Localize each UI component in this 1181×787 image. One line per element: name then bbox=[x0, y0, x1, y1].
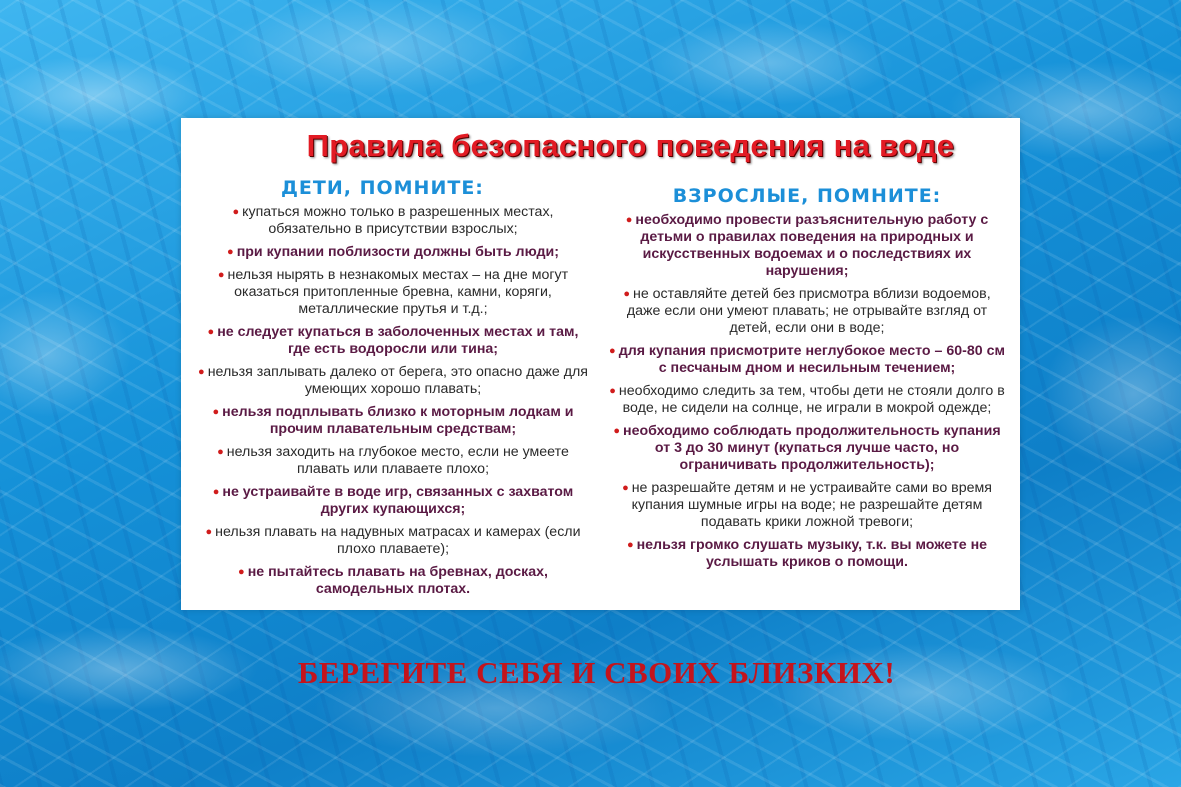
children-rule: ● нельзя подплывать близко к моторным лодкам и прочим плавательным средствам; bbox=[212, 404, 574, 437]
adults-rule: ● необходимо следить за тем, чтобы дети не стояли долго в воде, не сидели на солнце, не играли в мокрой одежде; bbox=[609, 383, 1005, 416]
bullet-icon: ● bbox=[217, 446, 224, 458]
bullet-icon: ● bbox=[609, 345, 616, 357]
bullet-icon: ● bbox=[198, 366, 205, 378]
children-rule: ● не следует купаться в заболоченных местах и там, где есть водоросли или тина; bbox=[207, 324, 579, 357]
children-column bbox=[195, 176, 591, 604]
bullet-icon: ● bbox=[238, 566, 245, 578]
children-rule: ● нельзя заходить на глубокое место, если не умеете плавать или плаваете плохо; bbox=[217, 444, 569, 477]
bullet-icon: ● bbox=[217, 269, 225, 281]
bullet-icon: ● bbox=[623, 288, 630, 300]
children-rule: ● нельзя нырять в незнакомых местах – на дне могут оказаться притопленные бревна, камни, коряги, металлические прутья и т.д.; bbox=[217, 267, 569, 317]
adults-rule: ● нельзя громко слушать музыку, т.к. вы можете не услышать криков о помощи. bbox=[626, 537, 988, 570]
adults-column bbox=[605, 184, 1009, 577]
bullet-icon: ● bbox=[609, 385, 616, 397]
bullet-icon: ● bbox=[205, 526, 213, 538]
children-rule: ● нельзя плавать на надувных матрасах и камерах (если плохо плаваете); bbox=[205, 524, 581, 557]
page-title: Правила безопасного поведения на воде bbox=[306, 128, 955, 163]
bullet-icon: ● bbox=[212, 486, 220, 498]
children-heading: ДЕТИ, ПОМНИТЕ: bbox=[281, 177, 484, 199]
bullet-icon: ● bbox=[207, 326, 215, 338]
bullet-icon: ● bbox=[613, 425, 621, 437]
children-rule: ● не пытайтесь плавать на бревнах, досках, самодельных плотах. bbox=[238, 564, 548, 597]
adults-rule: ● необходимо соблюдать продолжительность купания от 3 до 30 минут (купаться лучше часто, но ограничивать продолжительность); bbox=[613, 423, 1001, 473]
adults-rule: ● необходимо провести разъяснительную работу с детьми о правилах поведения на природных и искусственных водоемах и о последствиях их нарушения; bbox=[625, 212, 989, 279]
bullet-icon: ● bbox=[232, 206, 240, 218]
adults-rule: ● не оставляйте детей без присмотра вблизи водоемов, даже если они умеют плавать; не отрывайте взгляд от детей, если они в воде; bbox=[623, 286, 991, 336]
children-rule: ● купаться можно только в разрешенных местах, обязательно в присутствии взрослых; bbox=[232, 204, 554, 237]
bullet-icon: ● bbox=[626, 539, 634, 551]
children-rule: ● нельзя заплывать далеко от берега, это опасно даже для умеющих хорошо плавать; bbox=[198, 364, 588, 397]
adults-rule: ● для купания присмотрите неглубокое место – 60-80 см с песчаным дном и несильным течением; bbox=[609, 343, 1005, 376]
adults-rule: ● не разрешайте детям и не устраивайте сами во время купания шумные игры на воде; не разрешайте детям подавать крики ложной тревоги; bbox=[622, 480, 992, 530]
info-panel bbox=[181, 118, 1020, 610]
children-rule: ● не устраивайте в воде игр, связанных с захватом других купающихся; bbox=[212, 484, 574, 517]
bullet-icon: ● bbox=[212, 406, 220, 418]
footer-slogan: БЕРЕГИТЕ СЕБЯ И СВОИХ БЛИЗКИХ! bbox=[297, 655, 896, 690]
adults-heading: ВЗРОСЛЫЕ, ПОМНИТЕ: bbox=[672, 185, 942, 207]
bullet-icon: ● bbox=[625, 214, 633, 226]
children-rule: ● при купании поблизости должны быть люди; bbox=[227, 244, 559, 260]
bullet-icon: ● bbox=[227, 246, 234, 258]
bullet-icon: ● bbox=[622, 482, 629, 494]
